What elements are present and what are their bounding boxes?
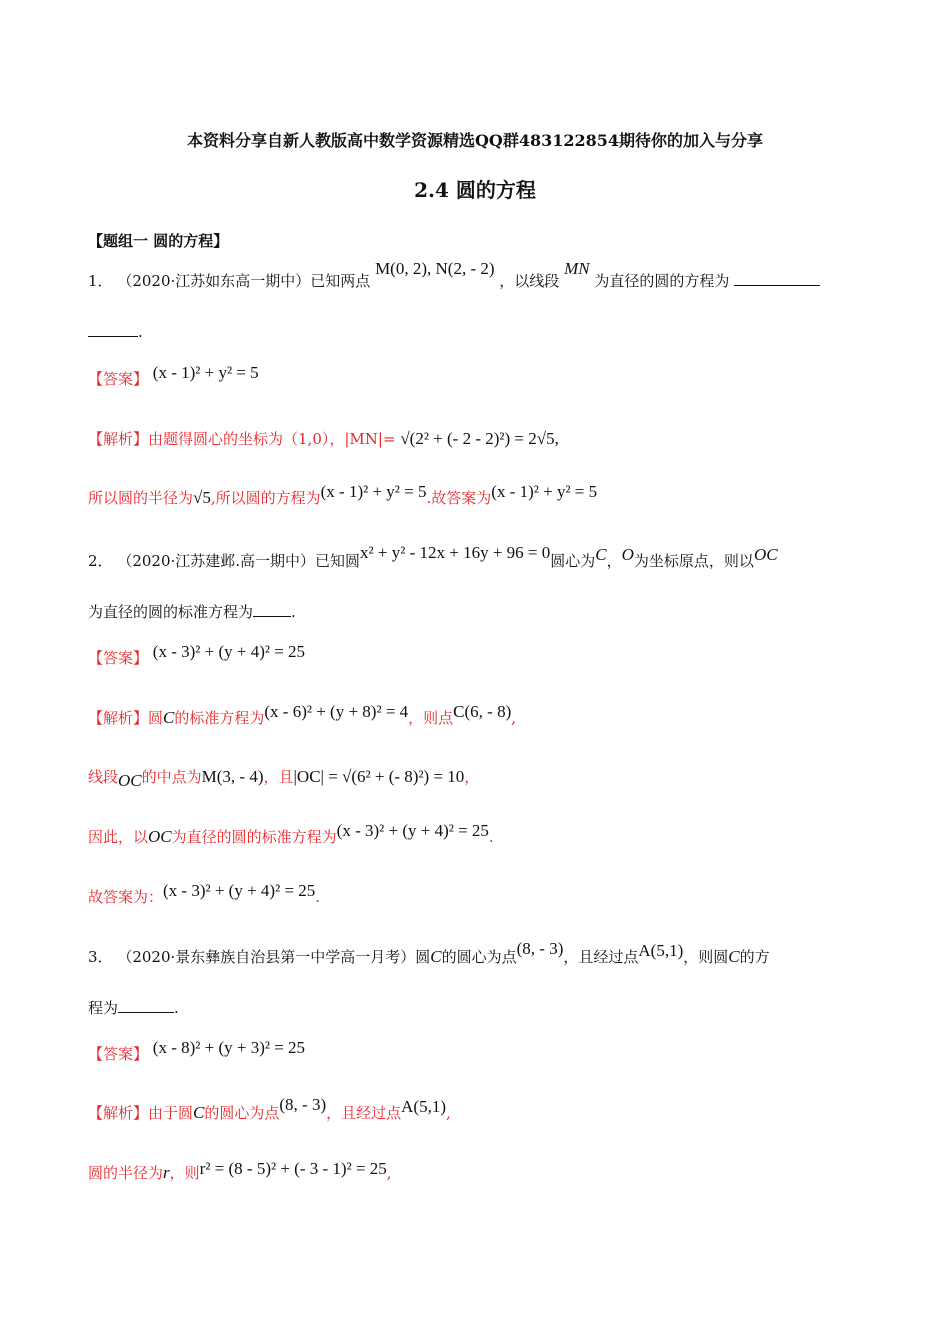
question-text: 的方 xyxy=(739,948,770,966)
analysis-text: . xyxy=(315,888,321,906)
analysis-text: , xyxy=(511,709,517,727)
analysis-math: (x - 1)² + y² = 5 xyxy=(320,482,427,501)
analysis-tag: 【解析】 xyxy=(88,709,149,727)
question-3-line2 xyxy=(88,997,862,1018)
answer-math: (x - 1)² + y² = 5 xyxy=(152,363,259,382)
math-var: r xyxy=(163,1163,170,1182)
analysis-text: 所以圆的半径为 xyxy=(88,489,194,507)
analysis-3 xyxy=(88,1095,862,1123)
math-var: O xyxy=(621,545,634,564)
question-text: ， xyxy=(606,552,622,570)
math-var: OC xyxy=(118,771,142,790)
answer-tag: 【答案】 xyxy=(88,649,149,667)
question-source: （2020·江苏建邺.高一期中）已知圆 xyxy=(117,552,361,570)
analysis-3-line2 xyxy=(88,1159,862,1183)
analysis-text: ，则 xyxy=(169,1164,200,1182)
analysis-math: (x - 3)² + (y + 4)² = 25 xyxy=(336,821,489,840)
math-var: C xyxy=(595,545,607,564)
question-text: 程为 xyxy=(88,999,119,1017)
math-var: C xyxy=(193,1103,205,1122)
analysis-text: ，且经过点 xyxy=(326,1104,402,1122)
analysis-text: , xyxy=(386,1164,392,1182)
question-text: . xyxy=(174,999,179,1017)
answer-blank xyxy=(253,602,291,617)
analysis-2-line3 xyxy=(88,821,862,847)
answer-blank xyxy=(734,271,820,286)
analysis-math: |OC| = √(6² + (- 8)²) = 10 xyxy=(293,767,465,786)
analysis-text: 圆 xyxy=(148,709,164,727)
analysis-math: (x - 1)² + y² = 5 xyxy=(491,482,598,501)
analysis-text: 由题得圆心的坐标为（1,0），|MN|= xyxy=(148,430,396,448)
question-1 xyxy=(88,259,862,291)
question-text: . xyxy=(291,603,296,621)
analysis-text: 因此，以 xyxy=(88,828,149,846)
answer-tag: 【答案】 xyxy=(88,370,149,388)
analysis-math: (x - 3)² + (y + 4)² = 25 xyxy=(163,881,316,900)
analysis-math: A(5,1) xyxy=(401,1097,446,1116)
math-points: M(0, 2), N(2, - 2) xyxy=(375,259,495,278)
analysis-2-line2 xyxy=(88,766,862,790)
analysis-text: ，则点 xyxy=(408,709,454,727)
answer-math: (x - 3)² + (y + 4)² = 25 xyxy=(152,642,306,661)
analysis-text: 为直径的圆的标准方程为 xyxy=(171,828,337,846)
math-equation: x² + y² - 12x + 16y + 96 = 0 xyxy=(360,543,551,562)
analysis-2-line4 xyxy=(88,881,862,907)
question-number: 3． xyxy=(88,948,113,966)
answer-math: (x - 8)² + (y + 3)² = 25 xyxy=(152,1038,306,1057)
analysis-math: C(6, - 8) xyxy=(453,702,512,721)
analysis-text: 的标准方程为 xyxy=(174,709,265,727)
analysis-math: M(3, - 4) xyxy=(201,767,264,786)
answer-3 xyxy=(88,1038,862,1064)
analysis-text: ,所以圆的方程为 xyxy=(210,489,321,507)
math-var: C xyxy=(163,708,175,727)
analysis-1 xyxy=(88,428,862,449)
analysis-tag: 【解析】 xyxy=(88,430,149,448)
analysis-tag: 【解析】 xyxy=(88,1104,149,1122)
analysis-text: 故答案为： xyxy=(88,888,164,906)
question-text: ，以线段 xyxy=(499,272,560,290)
question-number: 1． xyxy=(88,272,113,290)
analysis-math: √5 xyxy=(193,488,211,507)
answer-blank xyxy=(88,322,138,337)
analysis-text: 的圆心为点 xyxy=(204,1104,280,1122)
answer-tag: 【答案】 xyxy=(88,1045,149,1063)
analysis-2 xyxy=(88,702,862,728)
question-text: 为直径的圆的方程为 xyxy=(594,272,730,290)
analysis-math: (x - 6)² + (y + 8)² = 4 xyxy=(264,702,409,721)
math-var: OC xyxy=(753,545,778,564)
answer-1 xyxy=(88,363,862,389)
question-1-line2 xyxy=(88,322,862,341)
page-title: 2.4 圆的方程 xyxy=(414,178,536,202)
analysis-text: 的中点为 xyxy=(141,768,202,786)
answer-blank xyxy=(118,998,174,1013)
question-text: 的圆心为点 xyxy=(441,948,517,966)
analysis-text: , xyxy=(446,1104,451,1122)
analysis-text: 圆的半径为 xyxy=(88,1164,164,1182)
math-point: (8, - 3) xyxy=(516,939,564,958)
math-point: A(5,1) xyxy=(638,941,684,960)
banner: 本资料分享自新人教版高中数学资源精选QQ群483122854期待你的加入与分享 xyxy=(186,131,764,150)
analysis-math: (8, - 3) xyxy=(279,1095,327,1114)
math-var: C xyxy=(728,947,740,966)
math-var: C xyxy=(430,947,442,966)
analysis-text: 线段 xyxy=(88,768,119,786)
analysis-text: ，且 xyxy=(263,768,294,786)
question-text: 圆心为 xyxy=(550,552,596,570)
question-text: ，则圆 xyxy=(683,948,729,966)
math-var: OC xyxy=(148,827,172,846)
analysis-text: ， xyxy=(464,768,480,786)
question-2 xyxy=(88,543,862,571)
analysis-math: r² = (8 - 5)² + (- 3 - 1)² = 25 xyxy=(199,1159,387,1178)
question-text: . xyxy=(138,323,143,341)
analysis-text: 由于圆 xyxy=(148,1104,194,1122)
question-source: （2020·景东彝族自治县第一中学高一月考）圆 xyxy=(117,948,431,966)
group-heading: 【题组一 圆的方程】 xyxy=(88,232,229,250)
analysis-1-line2 xyxy=(88,482,862,508)
question-text: 为坐标原点，则以 xyxy=(633,552,754,570)
question-2-line2 xyxy=(88,601,862,622)
analysis-text: .故答案为 xyxy=(426,489,492,507)
question-text: 为直径的圆的标准方程为 xyxy=(88,603,254,621)
math-segment: MN xyxy=(564,259,590,278)
answer-2 xyxy=(88,642,862,668)
question-source: （2020·江苏如东高一期中）已知两点 xyxy=(117,272,371,290)
question-number: 2． xyxy=(88,552,113,570)
question-text: ，且经过点 xyxy=(563,948,639,966)
analysis-text: . xyxy=(488,828,494,846)
analysis-math: √(2² + (- 2 - 2)²) = 2√5, xyxy=(400,429,559,448)
question-3 xyxy=(88,939,862,967)
